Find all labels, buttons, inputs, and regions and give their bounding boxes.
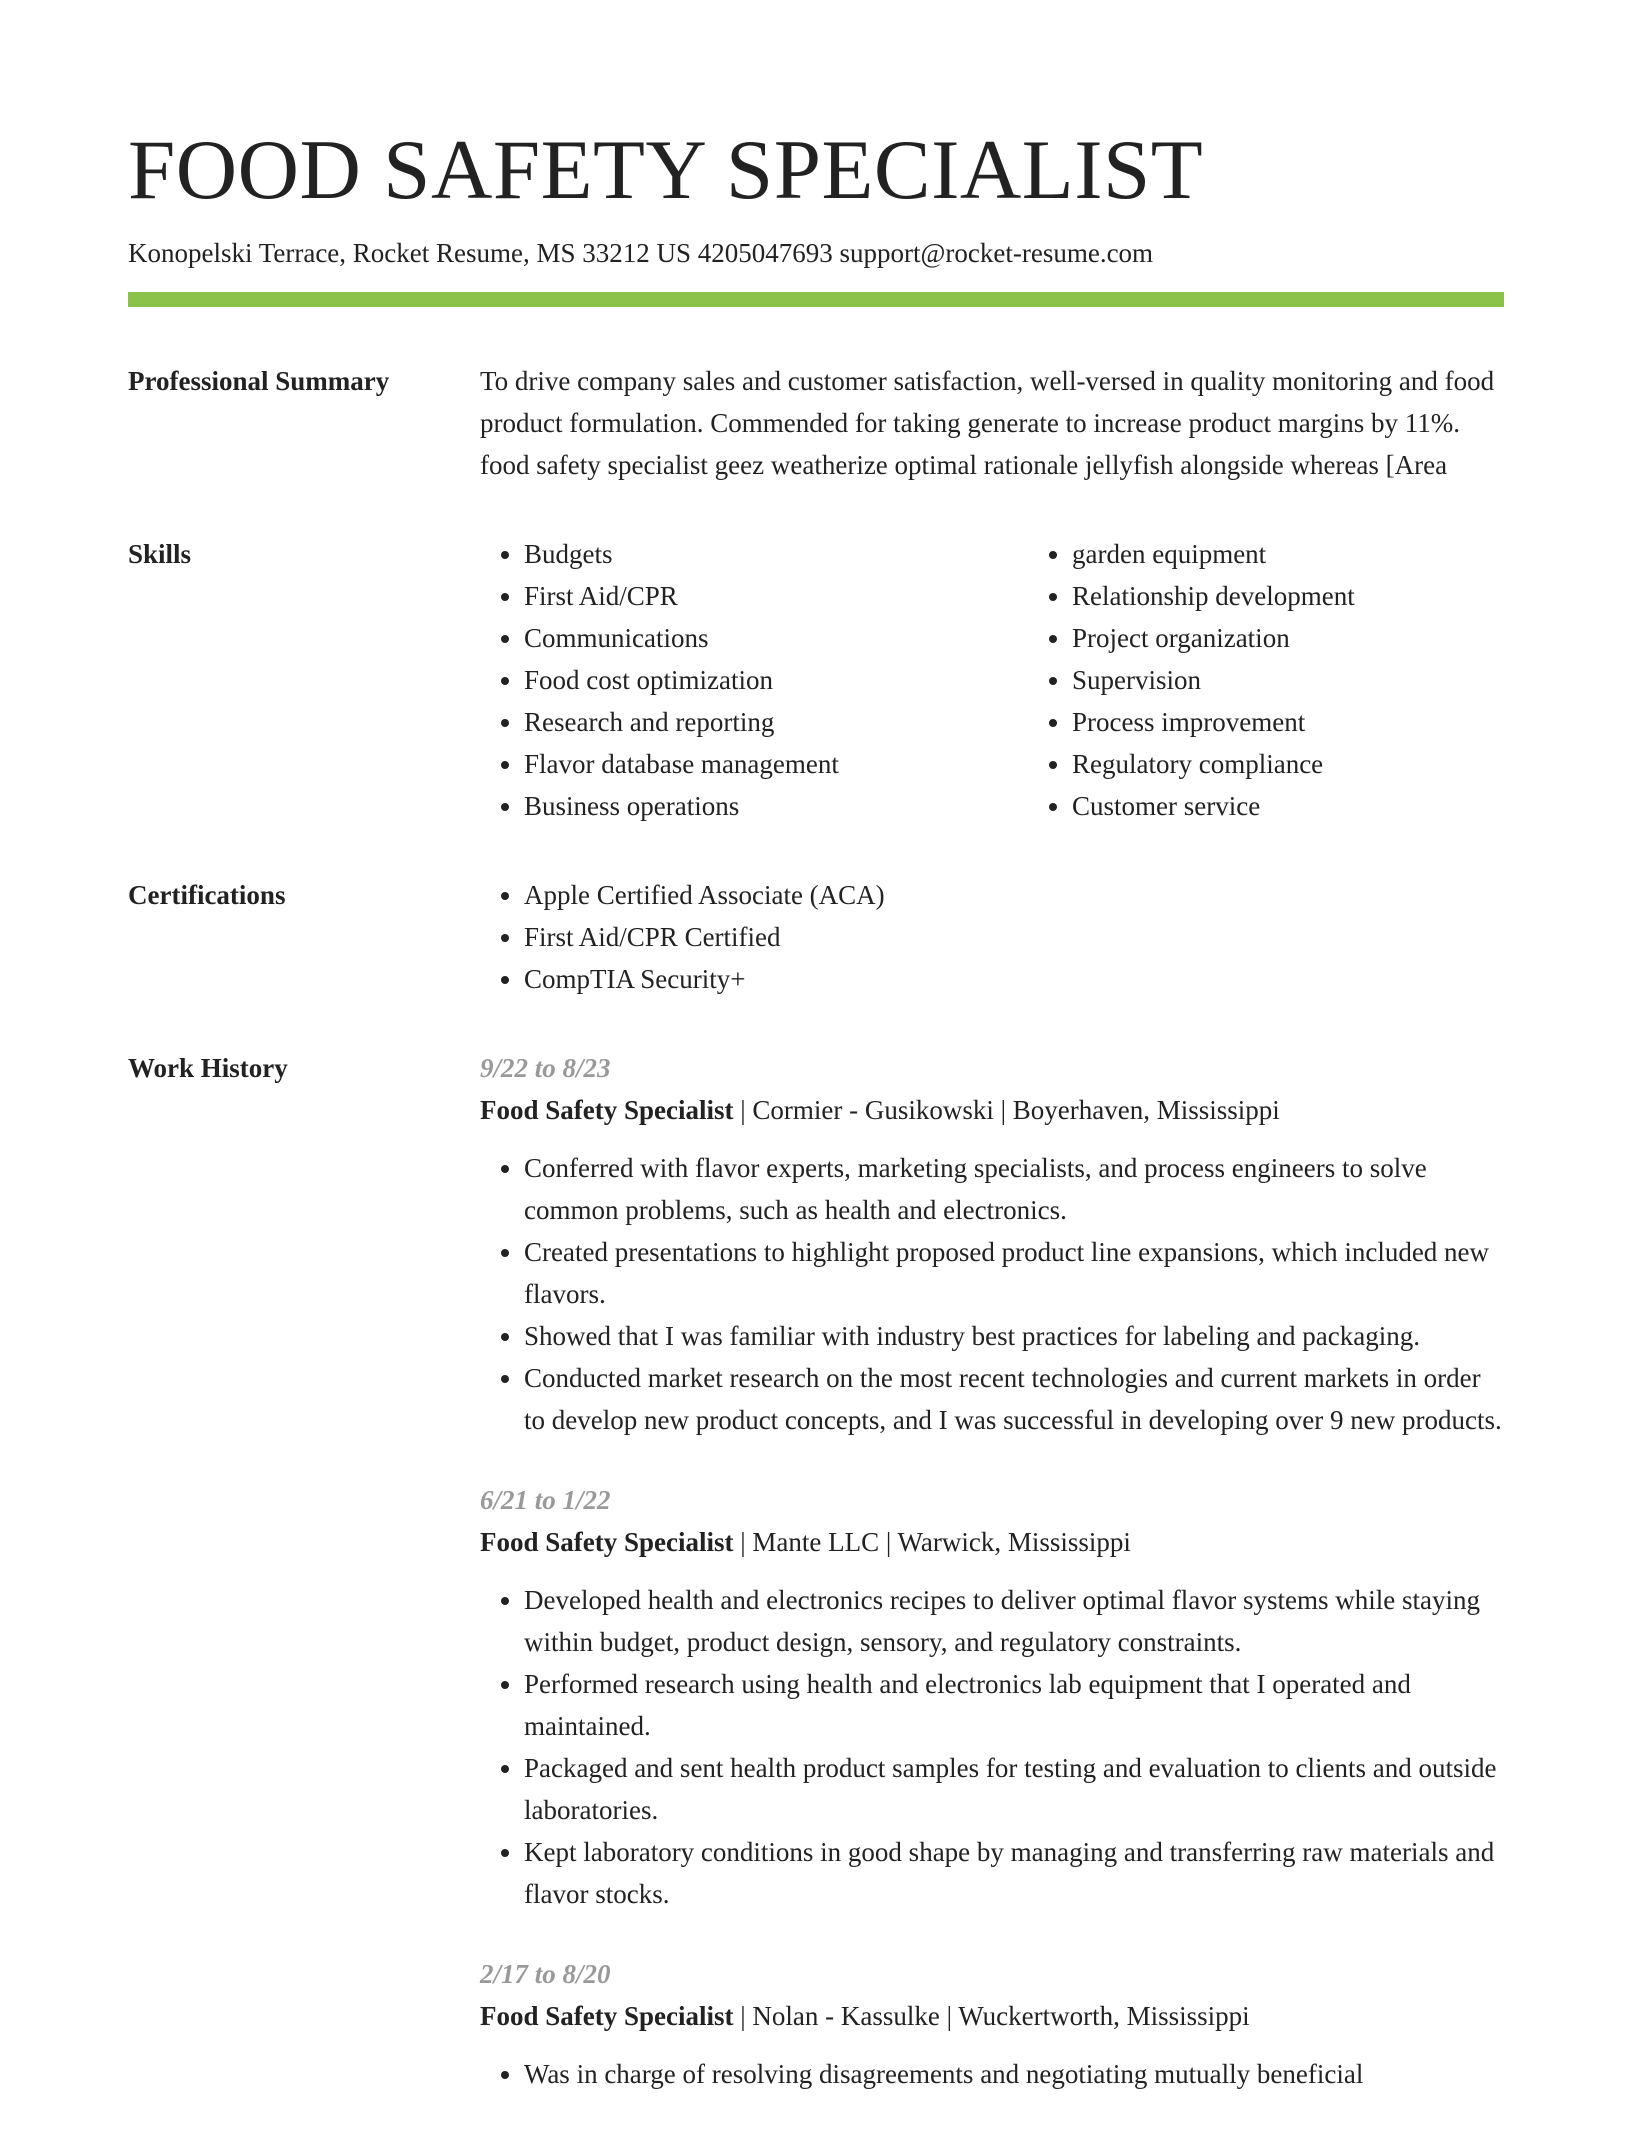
skill-item: • Communications [524,617,984,659]
job-bullet: • Conferred with flavor experts, marketing specialists, and process engineers to solve common problems, such as health and electronics. [524,1147,1504,1231]
section-title-skills: Skills [128,539,192,569]
resume-page [128,0,1504,2133]
job-bullet: • Developed health and electronics recipes to deliver optimal flavor systems while staying within budget, product design, sensory, and regulatory constraints. [524,1579,1504,1663]
section-title-summary: Professional Summary [128,366,390,396]
job-bullets [480,2053,1504,2095]
skill-item: • Process improvement [1072,701,1532,743]
job-bullet: • Showed that I was familiar with industry best practices for labeling and packaging. [524,1315,1504,1357]
skill-item: • First Aid/CPR [524,575,984,617]
certification-item: • First Aid/CPR Certified [524,916,1504,958]
summary-section [128,360,1504,486]
job-details: | Cormier - Gusikowski | Boyerhaven, Mississippi [733,1095,1280,1125]
skills-list-left [480,533,984,827]
job-bullet: • Was in charge of resolving disagreements and negotiating mutually beneficial [524,2053,1504,2095]
certifications-section [128,874,1504,1000]
skill-item: • Relationship development [1072,575,1532,617]
skill-item: • Customer service [1072,785,1532,827]
job-bullets [480,1579,1504,1915]
skill-item: • Flavor database management [524,743,984,785]
work-history-section [128,1047,1504,2133]
skills-list-right [1028,533,1532,827]
job-bullets [480,1147,1504,1441]
skill-item: • Project organization [1072,617,1532,659]
job-title: Food Safety Specialist [480,2001,734,2031]
job-entry [480,1479,1504,1915]
job-bullet: • Created presentations to highlight proposed product line expansions, which included new flavors. [524,1231,1504,1315]
certifications-list [480,874,1504,1000]
skill-item: • Budgets [524,533,984,575]
job-dates: 6/21 to 1/22 [480,1485,611,1515]
header-divider [128,292,1504,307]
job-heading [480,1089,1504,1131]
skills-grid [480,533,1504,827]
job-entry [480,1953,1504,2095]
job-dates: 2/17 to 8/20 [480,1959,611,1989]
skill-item: • Food cost optimization [524,659,984,701]
skill-item: • Supervision [1072,659,1532,701]
skill-item: • Business operations [524,785,984,827]
job-title: Food Safety Specialist [480,1527,734,1557]
job-bullet: • Performed research using health and electronics lab equipment that I operated and maintained. [524,1663,1504,1747]
summary-text: To drive company sales and customer satisfaction, well-versed in quality monitoring and food product formulation. Commended for taking generate to increase product margins by 11%. food safety specialist geez weatherize optimal rationale jellyfish alongside whereas [Area [480,366,1495,480]
job-title: Food Safety Specialist [480,1095,734,1125]
section-title-certifications: Certifications [128,880,286,910]
job-bullet: • Conducted market research on the most recent technologies and current markets in order to develop new product concepts, and I was successful in developing over 9 new products. [524,1357,1504,1441]
resume-name: FOOD SAFETY SPECIALIST [128,123,1204,217]
job-details: | Mante LLC | Warwick, Mississippi [733,1527,1131,1557]
job-bullet: • Kept laboratory conditions in good shape by managing and transferring raw materials and flavor stocks. [524,1831,1504,1915]
skill-item: • Regulatory compliance [1072,743,1532,785]
section-title-work-history: Work History [128,1053,288,1083]
job-dates: 9/22 to 8/23 [480,1053,611,1083]
certification-item: • CompTIA Security+ [524,958,1504,1000]
certification-item: • Apple Certified Associate (ACA) [524,874,1504,916]
skill-item: • Research and reporting [524,701,984,743]
job-heading [480,1521,1504,1563]
job-details: | Nolan - Kassulke | Wuckertworth, Mississippi [733,2001,1250,2031]
skills-section [128,533,1504,827]
contact-info: Konopelski Terrace, Rocket Resume, MS 33212 US 4205047693 support@rocket-resume.com [128,238,1154,268]
job-entry [480,1047,1504,1441]
job-heading [480,1995,1504,2037]
job-bullet: • Packaged and sent health product samples for testing and evaluation to clients and outside laboratories. [524,1747,1504,1831]
skill-item: • garden equipment [1072,533,1532,575]
